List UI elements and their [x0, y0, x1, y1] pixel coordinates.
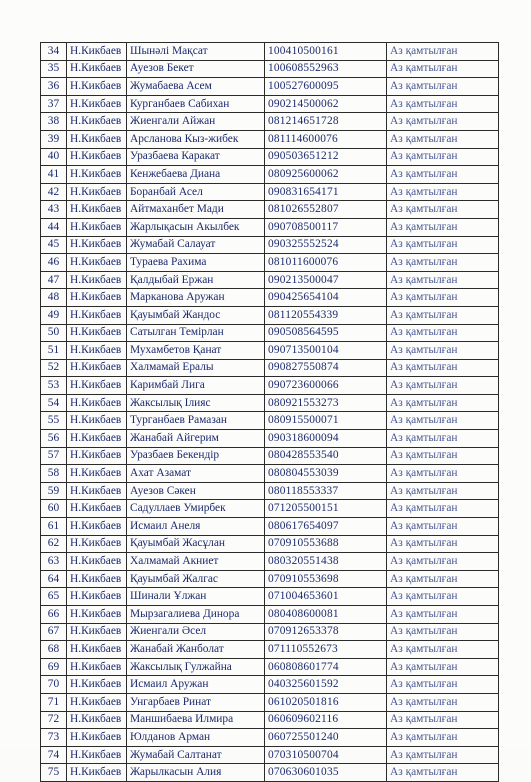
table-row [41, 764, 499, 782]
status-cell: Аз қамтылған [387, 553, 499, 571]
table-row [41, 342, 499, 360]
student-name-cell: Марканова Аружан [127, 289, 265, 307]
status-cell: Аз қамтылған [387, 148, 499, 166]
table-row [41, 729, 499, 747]
student-name-cell: Мырзагалиева Динора [127, 606, 265, 624]
table-row [41, 306, 499, 324]
row-number-cell: 53 [41, 377, 67, 395]
status-cell: Аз қамтылған [387, 342, 499, 360]
student-id-cell: 090213500047 [265, 271, 387, 289]
student-name-cell: Қауымбай Жандос [127, 306, 265, 324]
student-id-cell: 090508564595 [265, 324, 387, 342]
status-cell: Аз қамтылған [387, 95, 499, 113]
teacher-name-cell: Н.Кикбаев [67, 201, 127, 219]
status-cell: Аз қамтылған [387, 236, 499, 254]
row-number-cell: 58 [41, 465, 67, 483]
table-row [41, 658, 499, 676]
student-id-cell: 090425654104 [265, 289, 387, 307]
row-number-cell: 72 [41, 711, 67, 729]
student-name-cell: Уразбаев Бекендір [127, 447, 265, 465]
row-number-cell: 60 [41, 500, 67, 518]
status-cell: Аз қамтылған [387, 271, 499, 289]
row-number-cell: 68 [41, 641, 67, 659]
student-id-cell: 090713500104 [265, 342, 387, 360]
status-cell: Аз қамтылған [387, 588, 499, 606]
teacher-name-cell: Н.Кикбаев [67, 324, 127, 342]
student-name-cell: Кенжебаева Диана [127, 166, 265, 184]
status-cell: Аз қамтылған [387, 254, 499, 272]
student-name-cell: Садуллаев Умирбек [127, 500, 265, 518]
row-number-cell: 57 [41, 447, 67, 465]
table-row [41, 43, 499, 61]
student-name-cell: Ауезов Сәкен [127, 482, 265, 500]
table-row [41, 130, 499, 148]
student-name-cell: Жаксылық Гулжайна [127, 658, 265, 676]
row-number-cell: 49 [41, 306, 67, 324]
student-id-cell: 060725501240 [265, 729, 387, 747]
table-row [41, 236, 499, 254]
row-number-cell: 37 [41, 95, 67, 113]
student-name-cell: Жанабай Жанболат [127, 641, 265, 659]
student-name-cell: Каримбай Лига [127, 377, 265, 395]
table-row [41, 412, 499, 430]
student-id-cell: 080320551438 [265, 553, 387, 571]
student-id-cell: 080408600081 [265, 606, 387, 624]
teacher-name-cell: Н.Кикбаев [67, 218, 127, 236]
teacher-name-cell: Н.Кикбаев [67, 658, 127, 676]
row-number-cell: 74 [41, 746, 67, 764]
student-id-cell: 080617654097 [265, 518, 387, 536]
student-id-cell: 070912653378 [265, 623, 387, 641]
student-name-cell: Қауымбай Жалгас [127, 570, 265, 588]
table-row [41, 465, 499, 483]
status-cell: Аз қамтылған [387, 60, 499, 78]
status-cell: Аз қамтылған [387, 606, 499, 624]
row-number-cell: 64 [41, 570, 67, 588]
teacher-name-cell: Н.Кикбаев [67, 430, 127, 448]
status-cell: Аз қамтылған [387, 166, 499, 184]
teacher-name-cell: Н.Кикбаев [67, 113, 127, 131]
student-name-cell: Тураева Рахима [127, 254, 265, 272]
student-id-cell: 100608552963 [265, 60, 387, 78]
teacher-name-cell: Н.Кикбаев [67, 78, 127, 96]
teacher-name-cell: Н.Кикбаев [67, 236, 127, 254]
row-number-cell: 65 [41, 588, 67, 606]
row-number-cell: 50 [41, 324, 67, 342]
row-number-cell: 39 [41, 130, 67, 148]
status-cell: Аз қамтылған [387, 535, 499, 553]
student-id-cell: 100410500161 [265, 43, 387, 61]
student-id-cell: 070910553698 [265, 570, 387, 588]
student-id-cell: 090723600066 [265, 377, 387, 395]
teacher-name-cell: Н.Кикбаев [67, 412, 127, 430]
roster-body [41, 43, 499, 782]
status-cell: Аз қамтылған [387, 430, 499, 448]
student-name-cell: Ауезов Бекет [127, 60, 265, 78]
row-number-cell: 51 [41, 342, 67, 360]
teacher-name-cell: Н.Кикбаев [67, 535, 127, 553]
teacher-name-cell: Н.Кикбаев [67, 43, 127, 61]
teacher-name-cell: Н.Кикбаев [67, 60, 127, 78]
row-number-cell: 35 [41, 60, 67, 78]
teacher-name-cell: Н.Кикбаев [67, 711, 127, 729]
teacher-name-cell: Н.Кикбаев [67, 148, 127, 166]
student-id-cell: 040325601592 [265, 676, 387, 694]
table-row [41, 324, 499, 342]
table-row [41, 166, 499, 184]
student-name-cell: Боранбай Асел [127, 183, 265, 201]
student-id-cell: 060609602116 [265, 711, 387, 729]
student-name-cell: Юлданов Арман [127, 729, 265, 747]
student-name-cell: Исмаил Аружан [127, 676, 265, 694]
teacher-name-cell: Н.Кикбаев [67, 606, 127, 624]
status-cell: Аз қамтылған [387, 113, 499, 131]
teacher-name-cell: Н.Кикбаев [67, 641, 127, 659]
row-number-cell: 36 [41, 78, 67, 96]
status-cell: Аз қамтылған [387, 130, 499, 148]
row-number-cell: 66 [41, 606, 67, 624]
status-cell: Аз қамтылған [387, 289, 499, 307]
student-id-cell: 070630601035 [265, 764, 387, 782]
teacher-name-cell: Н.Кикбаев [67, 95, 127, 113]
status-cell: Аз қамтылған [387, 377, 499, 395]
row-number-cell: 42 [41, 183, 67, 201]
table-row [41, 95, 499, 113]
table-row [41, 78, 499, 96]
table-row [41, 447, 499, 465]
status-cell: Аз қамтылған [387, 500, 499, 518]
teacher-name-cell: Н.Кикбаев [67, 377, 127, 395]
status-cell: Аз қамтылған [387, 746, 499, 764]
teacher-name-cell: Н.Кикбаев [67, 588, 127, 606]
row-number-cell: 48 [41, 289, 67, 307]
teacher-name-cell: Н.Кикбаев [67, 130, 127, 148]
row-number-cell: 75 [41, 764, 67, 782]
table-row [41, 482, 499, 500]
student-name-cell: Мухамбетов Қанат [127, 342, 265, 360]
row-number-cell: 63 [41, 553, 67, 571]
table-row [41, 711, 499, 729]
status-cell: Аз қамтылған [387, 447, 499, 465]
status-cell: Аз қамтылған [387, 306, 499, 324]
student-name-cell: Жумабай Салтанат [127, 746, 265, 764]
table-row [41, 500, 499, 518]
student-id-cell: 090325552524 [265, 236, 387, 254]
status-cell: Аз қамтылған [387, 693, 499, 711]
status-cell: Аз қамтылған [387, 676, 499, 694]
status-cell: Аз қамтылған [387, 465, 499, 483]
table-row [41, 553, 499, 571]
teacher-name-cell: Н.Кикбаев [67, 394, 127, 412]
table-row [41, 518, 499, 536]
student-name-cell: Курганбаев Сабихан [127, 95, 265, 113]
student-id-cell: 080118553337 [265, 482, 387, 500]
status-cell: Аз қамтылған [387, 482, 499, 500]
table-row [41, 623, 499, 641]
table-row [41, 606, 499, 624]
row-number-cell: 45 [41, 236, 67, 254]
student-name-cell: Исмаил Анеля [127, 518, 265, 536]
status-cell: Аз қамтылған [387, 324, 499, 342]
teacher-name-cell: Н.Кикбаев [67, 482, 127, 500]
student-id-cell: 080428553540 [265, 447, 387, 465]
student-id-cell: 081011600076 [265, 254, 387, 272]
teacher-name-cell: Н.Кикбаев [67, 676, 127, 694]
table-row [41, 218, 499, 236]
status-cell: Аз қамтылған [387, 729, 499, 747]
teacher-name-cell: Н.Кикбаев [67, 465, 127, 483]
table-row [41, 359, 499, 377]
teacher-name-cell: Н.Кикбаев [67, 183, 127, 201]
row-number-cell: 54 [41, 394, 67, 412]
table-row [41, 201, 499, 219]
teacher-name-cell: Н.Кикбаев [67, 693, 127, 711]
row-number-cell: 55 [41, 412, 67, 430]
student-id-cell: 080915500071 [265, 412, 387, 430]
student-name-cell: Жарлықасын Акылбек [127, 218, 265, 236]
row-number-cell: 38 [41, 113, 67, 131]
student-id-cell: 081026552807 [265, 201, 387, 219]
teacher-name-cell: Н.Кикбаев [67, 342, 127, 360]
teacher-name-cell: Н.Кикбаев [67, 623, 127, 641]
status-cell: Аз қамтылған [387, 641, 499, 659]
teacher-name-cell: Н.Кикбаев [67, 746, 127, 764]
table-row [41, 676, 499, 694]
teacher-name-cell: Н.Кикбаев [67, 553, 127, 571]
row-number-cell: 56 [41, 430, 67, 448]
student-name-cell: Айтмаханбет Мади [127, 201, 265, 219]
student-id-cell: 071110552673 [265, 641, 387, 659]
student-id-cell: 090827550874 [265, 359, 387, 377]
teacher-name-cell: Н.Кикбаев [67, 729, 127, 747]
teacher-name-cell: Н.Кикбаев [67, 359, 127, 377]
status-cell: Аз қамтылған [387, 658, 499, 676]
student-id-cell: 090708500117 [265, 218, 387, 236]
student-name-cell: Жаксылық Ілияс [127, 394, 265, 412]
student-name-cell: Қалдыбай Ержан [127, 271, 265, 289]
student-name-cell: Жумабаева Асем [127, 78, 265, 96]
student-id-cell: 061020501816 [265, 693, 387, 711]
row-number-cell: 40 [41, 148, 67, 166]
student-id-cell: 070310500704 [265, 746, 387, 764]
teacher-name-cell: Н.Кикбаев [67, 306, 127, 324]
row-number-cell: 61 [41, 518, 67, 536]
table-row [41, 430, 499, 448]
table-row [41, 693, 499, 711]
student-name-cell: Қауымбай Жасұлан [127, 535, 265, 553]
status-cell: Аз қамтылған [387, 394, 499, 412]
row-number-cell: 41 [41, 166, 67, 184]
student-id-cell: 100527600095 [265, 78, 387, 96]
table-row [41, 570, 499, 588]
student-name-cell: Халмамай Акниет [127, 553, 265, 571]
status-cell: Аз қамтылған [387, 518, 499, 536]
row-number-cell: 46 [41, 254, 67, 272]
table-row [41, 377, 499, 395]
student-id-cell: 080921553273 [265, 394, 387, 412]
student-name-cell: Жарылкасын Алия [127, 764, 265, 782]
status-cell: Аз қамтылған [387, 570, 499, 588]
student-name-cell: Ахат Азамат [127, 465, 265, 483]
student-name-cell: Шинали Ұлжан [127, 588, 265, 606]
status-cell: Аз қамтылған [387, 201, 499, 219]
teacher-name-cell: Н.Кикбаев [67, 289, 127, 307]
student-id-cell: 090831654171 [265, 183, 387, 201]
status-cell: Аз қамтылған [387, 359, 499, 377]
student-id-cell: 090214500062 [265, 95, 387, 113]
row-number-cell: 73 [41, 729, 67, 747]
status-cell: Аз қамтылған [387, 764, 499, 782]
row-number-cell: 44 [41, 218, 67, 236]
student-name-cell: Жумабай Салауат [127, 236, 265, 254]
row-number-cell: 47 [41, 271, 67, 289]
table-row [41, 746, 499, 764]
teacher-name-cell: Н.Кикбаев [67, 518, 127, 536]
teacher-name-cell: Н.Кикбаев [67, 166, 127, 184]
row-number-cell: 71 [41, 693, 67, 711]
table-row [41, 588, 499, 606]
student-name-cell: Турганбаев Рамазан [127, 412, 265, 430]
status-cell: Аз қамтылған [387, 218, 499, 236]
row-number-cell: 34 [41, 43, 67, 61]
row-number-cell: 59 [41, 482, 67, 500]
table-row [41, 394, 499, 412]
student-name-cell: Халмамай Ералы [127, 359, 265, 377]
student-id-cell: 081214651728 [265, 113, 387, 131]
row-number-cell: 69 [41, 658, 67, 676]
table-row [41, 289, 499, 307]
student-name-cell: Жанабай Айгерим [127, 430, 265, 448]
teacher-name-cell: Н.Кикбаев [67, 500, 127, 518]
student-id-cell: 090503651212 [265, 148, 387, 166]
student-name-cell: Уразбаева Каракат [127, 148, 265, 166]
student-id-cell: 080925600062 [265, 166, 387, 184]
student-name-cell: Арсланова Кыз-жибек [127, 130, 265, 148]
student-id-cell: 081120554339 [265, 306, 387, 324]
student-name-cell: Маншибаева Илмира [127, 711, 265, 729]
status-cell: Аз қамтылған [387, 43, 499, 61]
student-name-cell: Унгарбаев Ринат [127, 693, 265, 711]
table-row [41, 271, 499, 289]
teacher-name-cell: Н.Кикбаев [67, 271, 127, 289]
teacher-name-cell: Н.Кикбаев [67, 254, 127, 272]
status-cell: Аз қамтылған [387, 78, 499, 96]
table-row [41, 60, 499, 78]
student-roster-table [40, 42, 499, 782]
row-number-cell: 52 [41, 359, 67, 377]
table-row [41, 148, 499, 166]
student-id-cell: 071004653601 [265, 588, 387, 606]
student-id-cell: 060808601774 [265, 658, 387, 676]
row-number-cell: 70 [41, 676, 67, 694]
teacher-name-cell: Н.Кикбаев [67, 570, 127, 588]
table-row [41, 535, 499, 553]
status-cell: Аз қамтылған [387, 412, 499, 430]
student-id-cell: 071205500151 [265, 500, 387, 518]
table-row [41, 183, 499, 201]
student-id-cell: 090318600094 [265, 430, 387, 448]
teacher-name-cell: Н.Кикбаев [67, 447, 127, 465]
table-row [41, 641, 499, 659]
teacher-name-cell: Н.Кикбаев [67, 764, 127, 782]
table-row [41, 113, 499, 131]
row-number-cell: 62 [41, 535, 67, 553]
status-cell: Аз қамтылған [387, 711, 499, 729]
student-name-cell: Сатылган Темірлан [127, 324, 265, 342]
row-number-cell: 43 [41, 201, 67, 219]
status-cell: Аз қамтылған [387, 183, 499, 201]
student-id-cell: 070910553688 [265, 535, 387, 553]
student-name-cell: Жиенгали Айжан [127, 113, 265, 131]
student-name-cell: Жиенгали Әсел [127, 623, 265, 641]
status-cell: Аз қамтылған [387, 623, 499, 641]
student-id-cell: 080804553039 [265, 465, 387, 483]
student-name-cell: Шынәлі Мақсат [127, 43, 265, 61]
row-number-cell: 67 [41, 623, 67, 641]
student-id-cell: 081114600076 [265, 130, 387, 148]
table-row [41, 254, 499, 272]
